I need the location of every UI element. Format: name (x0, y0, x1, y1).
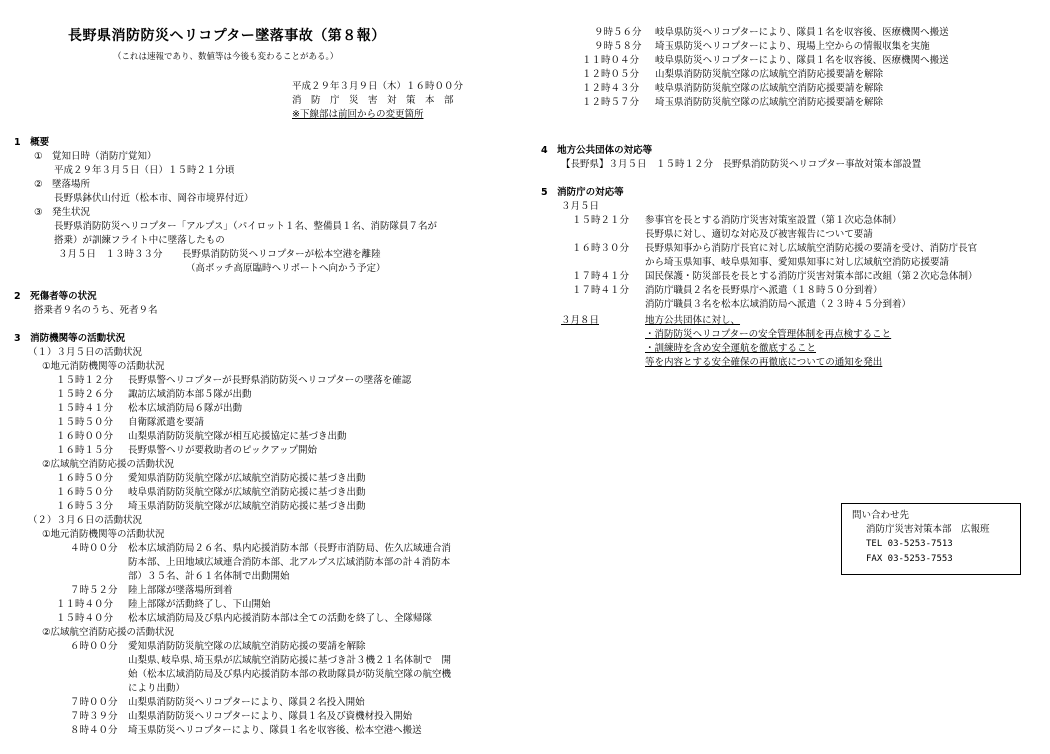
time-entry-text: 消防庁職員２名を長野県庁へ派遣（１８時５０分到着） (645, 285, 883, 296)
page-title: 長野県消防防災ヘリコプター墜落事故（第８報） (68, 28, 386, 44)
time-entry-text: から埼玉県知事、岐阜県知事、愛知県知事に対し広域航空消防応援要請 (645, 257, 950, 268)
time-entry-time: １６時３０分 (572, 243, 630, 254)
time-entry-text: 山梨県消防防災航空隊が相互応援協定に基づき出動 (128, 431, 347, 442)
contact-title: 問い合わせ先 (852, 510, 910, 521)
time-entry-text: 諏訪広域消防本部５隊が出動 (128, 389, 252, 400)
contact-org: 消防庁災害対策本部 広報班 (866, 524, 990, 535)
time-entry-text: 山梨県､岐阜県､埼玉県が広域航空消防応援に基づき計３機２１名体制で 開 (128, 655, 452, 666)
s3-day2-local-heading: ①地元消防機関等の活動状況 (42, 529, 165, 540)
s3-day1-local-heading: ①地元消防機関等の活動状況 (42, 361, 165, 372)
time-entry-text: 参事官を長とする消防庁災害対策室設置（第１次応急体制） (645, 215, 902, 226)
time-entry-text: 長野県知事から消防庁長官に対し広域航空消防応援の要請を受け、消防庁長官 (645, 243, 978, 254)
time-entry-text: 松本広域消防局及び県内応援消防本部は全ての活動を終了し、全隊帰隊 (128, 613, 433, 624)
time-entry-text: 埼玉県消防防災航空隊の広域航空消防応援要請を解除 (655, 97, 884, 108)
time-entry-text: 地方公共団体に対し、 (645, 315, 741, 326)
time-entry-time: １５時４１分 (56, 403, 114, 414)
s1-item3-text4: （高ボッチ高原臨時ヘリポートへ向かう予定） (186, 263, 386, 274)
time-entry-text: 岐阜県消防防災航空隊が広域航空消防応援に基づき出動 (128, 487, 366, 498)
time-entry-text: 岐阜県防災ヘリコプターにより、隊員１名を収容後、医療機関へ搬送 (655, 55, 949, 66)
time-entry-text: 岐阜県防災ヘリコプターにより、隊員１名を収容後、医療機関へ搬送 (655, 27, 949, 38)
s3-day1-heading: （１）３月５日の活動状況 (28, 347, 143, 358)
time-entry-text: ・訓練時を含め安全運航を徹底すること (645, 343, 817, 354)
time-entry-time: ６時００分 (70, 641, 118, 652)
s1-item2-label: ② 墜落場所 (34, 179, 91, 190)
time-entry-time: １２時４３分 (582, 83, 640, 94)
s3-day1-aerial-heading: ②広域航空消防応援の活動状況 (42, 459, 175, 470)
time-entry-time: １６時５０分 (56, 487, 114, 498)
s5-date2: ３月８日 (561, 315, 600, 326)
time-entry-time: ９時５６分 (594, 27, 642, 38)
s5-date1: ３月５日 (561, 201, 600, 212)
time-entry-time: １７時４１分 (572, 271, 630, 282)
time-entry-time: １５時２６分 (56, 389, 114, 400)
time-entry-text: 愛知県消防防災航空隊が広域航空消防応援に基づき出動 (128, 473, 366, 484)
time-entry-text: 愛知県消防防災航空隊の広域航空消防応援の要請を解除 (128, 641, 366, 652)
time-entry-text: 松本広域消防局６隊が出動 (128, 403, 243, 414)
time-entry-time: １５時１２分 (56, 375, 114, 386)
time-entry-text: 松本広域消防局２６名、県内応援消防本部（長野市消防局、佐久広域連合消 (128, 543, 452, 554)
time-entry-time: ７時３９分 (70, 711, 118, 722)
time-entry-text: により出動） (128, 683, 186, 694)
time-entry-time: １２時０５分 (582, 69, 640, 80)
report-datetime: 平成２９年３月９日（木）１６時００分 (292, 81, 464, 92)
time-entry-time: ７時００分 (70, 697, 118, 708)
time-entry-time: １５時２１分 (572, 215, 630, 226)
time-entry-text: 等を内容とする安全確保の再徹底についての通知を発出 (645, 357, 883, 368)
s1-item2-text: 長野県鉢伏山付近（松本市、岡谷市境界付近） (54, 193, 254, 204)
time-entry-text: 陸上部隊が墜落場所到着 (128, 585, 233, 596)
time-entry-time: １６時００分 (56, 431, 114, 442)
time-entry-time: １１時０４分 (582, 55, 640, 66)
s2-text: 搭乗者９名のうち、死者９名 (34, 305, 158, 316)
time-entry-time: １６時５０分 (56, 473, 114, 484)
s1-item3-time: ３月５日 １３時３３分 (58, 249, 163, 260)
s1-item1-label: ① 覚知日時（消防庁覚知） (34, 151, 157, 162)
section-4-heading: 4 地方公共団体の対応等 (541, 145, 653, 156)
time-entry-time: １７時４１分 (572, 285, 630, 296)
s1-item3-text1: 長野県消防防災ヘリコプター「アルプス」（パイロット１名、整備員１名、消防隊員７名が (54, 221, 437, 232)
section-1-heading: 1 概要 (14, 137, 50, 148)
time-entry-text: 始（松本広域消防局及び県内応援消防本部の救助隊員が防災航空隊の航空機 (128, 669, 452, 680)
change-note: ※下線部は前回からの変更箇所 (292, 109, 424, 120)
time-entry-time: １５時５０分 (56, 417, 114, 428)
s1-item3-text2: 搭乗）が訓練フライト中に墜落したもの (54, 235, 225, 246)
time-entry-text: 防本部、上田地域広域連合消防本部、北アルプス広域消防本部の計４消防本 (128, 557, 451, 568)
time-entry-time: ８時４０分 (70, 725, 118, 736)
time-entry-text: 長野県に対し、適切な対応及び被害報告について要請 (645, 229, 873, 240)
section-2-heading: 2 死傷者等の状況 (14, 291, 97, 302)
time-entry-text: 埼玉県消防防災航空隊が広域航空消防応援に基づき出動 (128, 501, 366, 512)
time-entry-text: 埼玉県防災ヘリコプターにより、現場上空からの情報収集を実施 (655, 41, 930, 52)
contact-fax: FAX 03-5253-7553 (866, 554, 953, 564)
time-entry-text: 岐阜県消防防災航空隊の広域航空消防応援要請を解除 (655, 83, 884, 94)
section-3-heading: 3 消防機関等の活動状況 (14, 333, 126, 344)
time-entry-time: １６時５３分 (56, 501, 114, 512)
time-entry-time: ９時５８分 (594, 41, 642, 52)
s3-day2-aerial-heading: ②広域航空消防応援の活動状況 (42, 627, 175, 638)
s4-text: 【長野県】３月５日 １５時１２分 長野県消防防災ヘリコプター事故対策本部設置 (561, 159, 922, 170)
time-entry-text: ・消防防災ヘリコプターの安全管理体制を再点検すること (645, 329, 892, 340)
time-entry-text: 山梨県消防防災ヘリコプターにより、隊員２名投入開始 (128, 697, 365, 708)
time-entry-time: １５時４０分 (56, 613, 114, 624)
time-entry-text: 埼玉県防災ヘリコプターにより、隊員１名を収容後、松本空港へ搬送 (128, 725, 422, 736)
contact-tel: TEL 03-5253-7513 (866, 539, 953, 549)
s1-item3-label: ③ 発生状況 (34, 207, 91, 218)
time-entry-text: 長野県警ヘリコプターが長野県消防防災ヘリコプターの墜落を確認 (128, 375, 412, 386)
time-entry-text: 長野県警ヘリが要救助者のピックアップ開始 (128, 445, 317, 456)
issuer: 消 防 庁 災 害 対 策 本 部 (292, 95, 454, 106)
time-entry-text: 自衛隊派遣を要請 (128, 417, 205, 428)
time-entry-text: 国民保護・防災部長を長とする消防庁災害対策本部に改組（第２次応急体制） (645, 271, 978, 282)
time-entry-time: ４時００分 (70, 543, 118, 554)
time-entry-time: １２時５７分 (582, 97, 640, 108)
time-entry-time: １１時４０分 (56, 599, 114, 610)
time-entry-text: 消防庁職員３名を松本広域消防局へ派遣（２３時４５分到着） (645, 299, 912, 310)
time-entry-text: 山梨県消防防災ヘリコプターにより、隊員１名及び資機材投入開始 (128, 711, 413, 722)
s1-item1-text: 平成２９年３月５日（日）１５時２１分頃 (54, 165, 235, 176)
disclaimer-note: （これは速報であり、数値等は今後も変わることがある。） (113, 52, 339, 62)
time-entry-text: 陸上部隊が活動終了し、下山開始 (128, 599, 271, 610)
time-entry-time: １６時１５分 (56, 445, 114, 456)
time-entry-text: 部）３５名、計６１名体制で出動開始 (128, 571, 290, 582)
s3-day2-heading: （２）３月６日の活動状況 (28, 515, 143, 526)
s1-item3-text3: 長野県消防防災ヘリコプターが松本空港を離陸 (182, 249, 381, 260)
time-entry-time: ７時５２分 (70, 585, 118, 596)
section-5-heading: 5 消防庁の対応等 (541, 187, 624, 198)
time-entry-text: 山梨県消防防災航空隊の広域航空消防応援要請を解除 (655, 69, 884, 80)
